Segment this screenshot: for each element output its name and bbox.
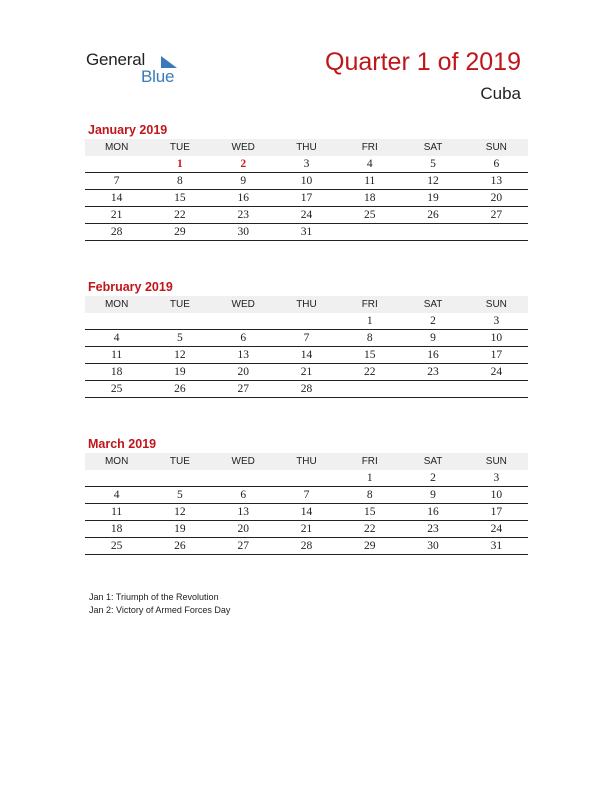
- day-cell: 25: [85, 381, 148, 398]
- day-cell: 22: [338, 521, 401, 538]
- day-cell: 25: [338, 207, 401, 224]
- day-cell: 24: [275, 207, 338, 224]
- holiday-note: Jan 1: Triumph of the Revolution: [89, 592, 219, 602]
- day-cell: 25: [85, 538, 148, 555]
- day-cell: 27: [465, 207, 528, 224]
- day-cell: 15: [338, 504, 401, 521]
- day-cell: 8: [148, 173, 211, 190]
- logo-text-general: General: [86, 50, 146, 69]
- holiday-day-cell: 2: [212, 156, 275, 173]
- day-cell: 23: [212, 207, 275, 224]
- empty-day-cell: [85, 156, 148, 173]
- holiday-day-cell: 1: [148, 156, 211, 173]
- day-cell: 12: [148, 504, 211, 521]
- day-cell: 20: [465, 190, 528, 207]
- month-january: [85, 122, 528, 241]
- day-cell: 6: [465, 156, 528, 173]
- day-cell: 11: [338, 173, 401, 190]
- day-cell: 7: [275, 330, 338, 347]
- empty-day-cell: [401, 224, 464, 241]
- weekday-header: MON: [85, 453, 148, 470]
- day-cell: 10: [275, 173, 338, 190]
- day-cell: 18: [85, 521, 148, 538]
- weekday-header: SUN: [465, 139, 528, 156]
- day-cell: 27: [212, 538, 275, 555]
- week-row: [85, 504, 528, 521]
- day-cell: 17: [465, 347, 528, 364]
- empty-day-cell: [338, 381, 401, 398]
- day-cell: 1: [338, 313, 401, 330]
- month-title: January 2019: [88, 123, 168, 137]
- day-cell: 28: [85, 224, 148, 241]
- day-cell: 3: [465, 313, 528, 330]
- month-calendar-table: [85, 296, 528, 398]
- day-cell: 2: [401, 470, 464, 487]
- week-row: [85, 330, 528, 347]
- week-row: [85, 173, 528, 190]
- week-row: [85, 381, 528, 398]
- weekday-header: SAT: [401, 453, 464, 470]
- day-cell: 1: [338, 470, 401, 487]
- week-row: [85, 470, 528, 487]
- empty-day-cell: [85, 470, 148, 487]
- month-calendar-table: [85, 139, 528, 241]
- day-cell: 9: [212, 173, 275, 190]
- day-cell: 24: [465, 364, 528, 381]
- logo-text-blue: Blue: [141, 67, 175, 86]
- empty-day-cell: [212, 470, 275, 487]
- empty-day-cell: [401, 381, 464, 398]
- week-row: [85, 156, 528, 173]
- empty-day-cell: [465, 381, 528, 398]
- empty-day-cell: [275, 470, 338, 487]
- day-cell: 16: [401, 347, 464, 364]
- week-row: [85, 521, 528, 538]
- day-cell: 18: [338, 190, 401, 207]
- day-cell: 12: [148, 347, 211, 364]
- day-cell: 29: [338, 538, 401, 555]
- weekday-header: SUN: [465, 296, 528, 313]
- day-cell: 8: [338, 487, 401, 504]
- day-cell: 15: [148, 190, 211, 207]
- day-cell: 13: [212, 504, 275, 521]
- week-row: [85, 224, 528, 241]
- day-cell: 28: [275, 381, 338, 398]
- empty-day-cell: [148, 313, 211, 330]
- month-calendar-table: [85, 453, 528, 555]
- weekday-header-row: [85, 139, 528, 156]
- day-cell: 4: [85, 330, 148, 347]
- weekday-header: WED: [212, 453, 275, 470]
- day-cell: 26: [148, 381, 211, 398]
- day-cell: 5: [148, 330, 211, 347]
- day-cell: 13: [465, 173, 528, 190]
- day-cell: 23: [401, 521, 464, 538]
- day-cell: 14: [275, 347, 338, 364]
- empty-day-cell: [275, 313, 338, 330]
- week-row: [85, 364, 528, 381]
- day-cell: 4: [85, 487, 148, 504]
- weekday-header: FRI: [338, 139, 401, 156]
- month-title: March 2019: [88, 437, 157, 451]
- day-cell: 11: [85, 504, 148, 521]
- week-row: [85, 487, 528, 504]
- weekday-header: MON: [85, 139, 148, 156]
- month-title: February 2019: [88, 280, 173, 294]
- day-cell: 28: [275, 538, 338, 555]
- weekday-header: FRI: [338, 453, 401, 470]
- weekday-header: THU: [275, 296, 338, 313]
- weekday-header: SAT: [401, 139, 464, 156]
- day-cell: 20: [212, 364, 275, 381]
- day-cell: 31: [465, 538, 528, 555]
- day-cell: 5: [148, 487, 211, 504]
- day-cell: 27: [212, 381, 275, 398]
- week-row: [85, 207, 528, 224]
- page-title: Quarter 1 of 2019: [325, 48, 521, 76]
- day-cell: 11: [85, 347, 148, 364]
- empty-day-cell: [148, 470, 211, 487]
- weekday-header-row: [85, 296, 528, 313]
- day-cell: 22: [338, 364, 401, 381]
- day-cell: 22: [148, 207, 211, 224]
- day-cell: 7: [275, 487, 338, 504]
- day-cell: 21: [275, 521, 338, 538]
- day-cell: 26: [401, 207, 464, 224]
- week-row: [85, 347, 528, 364]
- week-row: [85, 313, 528, 330]
- day-cell: 30: [212, 224, 275, 241]
- day-cell: 24: [465, 521, 528, 538]
- day-cell: 30: [401, 538, 464, 555]
- empty-day-cell: [212, 313, 275, 330]
- day-cell: 8: [338, 330, 401, 347]
- day-cell: 3: [465, 470, 528, 487]
- day-cell: 19: [148, 364, 211, 381]
- weekday-header-row: [85, 453, 528, 470]
- holiday-note: Jan 2: Victory of Armed Forces Day: [89, 605, 231, 615]
- day-cell: 26: [148, 538, 211, 555]
- empty-day-cell: [338, 224, 401, 241]
- day-cell: 5: [401, 156, 464, 173]
- weekday-header: WED: [212, 139, 275, 156]
- weekday-header: SUN: [465, 453, 528, 470]
- day-cell: 19: [401, 190, 464, 207]
- empty-day-cell: [85, 313, 148, 330]
- weekday-header: SAT: [401, 296, 464, 313]
- day-cell: 20: [212, 521, 275, 538]
- weekday-header: TUE: [148, 453, 211, 470]
- weekday-header: THU: [275, 453, 338, 470]
- weekday-header: WED: [212, 296, 275, 313]
- day-cell: 21: [85, 207, 148, 224]
- day-cell: 16: [212, 190, 275, 207]
- weekday-header: MON: [85, 296, 148, 313]
- weekday-header: THU: [275, 139, 338, 156]
- day-cell: 10: [465, 487, 528, 504]
- day-cell: 23: [401, 364, 464, 381]
- day-cell: 31: [275, 224, 338, 241]
- day-cell: 10: [465, 330, 528, 347]
- week-row: [85, 190, 528, 207]
- month-march: [85, 436, 528, 555]
- empty-day-cell: [465, 224, 528, 241]
- logo: [86, 50, 196, 90]
- day-cell: 17: [465, 504, 528, 521]
- day-cell: 2: [401, 313, 464, 330]
- day-cell: 3: [275, 156, 338, 173]
- country-name: Cuba: [480, 84, 521, 103]
- day-cell: 6: [212, 487, 275, 504]
- day-cell: 4: [338, 156, 401, 173]
- day-cell: 17: [275, 190, 338, 207]
- month-february: [85, 279, 528, 398]
- day-cell: 18: [85, 364, 148, 381]
- day-cell: 13: [212, 347, 275, 364]
- weekday-header: TUE: [148, 296, 211, 313]
- week-row: [85, 538, 528, 555]
- day-cell: 19: [148, 521, 211, 538]
- day-cell: 6: [212, 330, 275, 347]
- day-cell: 9: [401, 330, 464, 347]
- holiday-notes: [89, 591, 230, 617]
- weekday-header: TUE: [148, 139, 211, 156]
- day-cell: 7: [85, 173, 148, 190]
- day-cell: 15: [338, 347, 401, 364]
- day-cell: 21: [275, 364, 338, 381]
- day-cell: 14: [275, 504, 338, 521]
- day-cell: 14: [85, 190, 148, 207]
- day-cell: 16: [401, 504, 464, 521]
- weekday-header: FRI: [338, 296, 401, 313]
- day-cell: 9: [401, 487, 464, 504]
- day-cell: 12: [401, 173, 464, 190]
- day-cell: 29: [148, 224, 211, 241]
